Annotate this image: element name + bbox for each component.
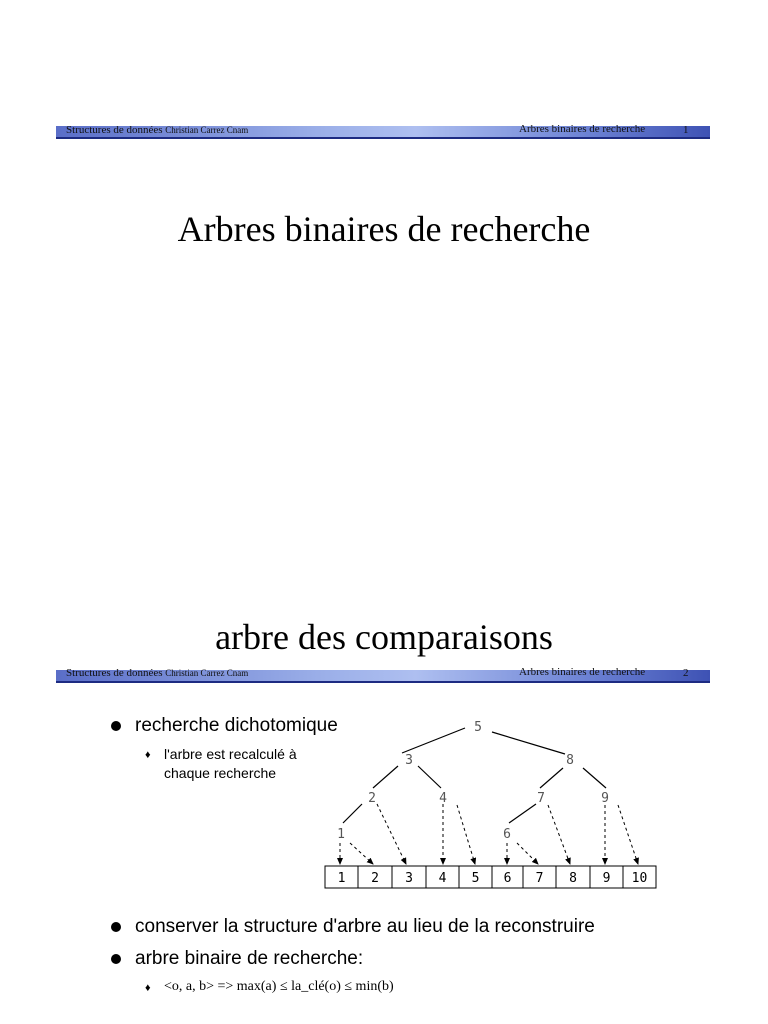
slide-title: arbre des comparaisons xyxy=(215,617,553,657)
array-cell-label: 3 xyxy=(405,871,413,886)
array-cell-label: 4 xyxy=(438,871,447,886)
tree-node-label: 9 xyxy=(601,791,609,806)
author-name: Christian Carrez Cnam xyxy=(165,668,249,678)
course-name: Structures de données xyxy=(66,667,163,679)
tree-dashed-arrows xyxy=(340,804,638,864)
bullet-dot xyxy=(111,954,121,964)
page-number: 2 xyxy=(683,667,689,679)
sub-bullet-line: chaque recherche xyxy=(164,765,277,781)
diamond-bullet-icon: ♦ xyxy=(145,982,151,994)
array-cell-label: 6 xyxy=(503,871,512,886)
course-name: Structures de données xyxy=(66,124,163,136)
tree-edges xyxy=(343,728,606,823)
tree-node-label: 2 xyxy=(368,791,376,806)
array-cell-label: 7 xyxy=(535,871,544,886)
array-cell-label: 8 xyxy=(569,871,577,886)
page-number: 1 xyxy=(683,124,689,136)
header-right-title: Arbres binaires de recherche xyxy=(519,123,646,135)
array-cell-label: 10 xyxy=(631,871,648,886)
tree-node-label: 6 xyxy=(503,827,511,842)
slide-title: Arbres binaires de recherche xyxy=(177,209,591,249)
array-cell-label: 5 xyxy=(471,871,480,886)
tree-node-label: 7 xyxy=(537,791,545,806)
diamond-bullet-icon: ♦ xyxy=(145,749,151,761)
tree-node-label: 4 xyxy=(439,791,447,806)
array-cell-label: 9 xyxy=(602,871,611,886)
tree-node-label: 5 xyxy=(474,720,482,735)
sub-bullet-text: <o, a, b> => max(a) ≤ la_clé(o) ≤ min(b) xyxy=(164,979,394,994)
array-cell-label: 2 xyxy=(371,871,379,886)
bullet-text: recherche dichotomique xyxy=(135,715,338,736)
tree-node-label: 1 xyxy=(337,827,345,842)
array-cell-label: 1 xyxy=(337,871,346,886)
bullet-text: conserver la structure d'arbre au lieu de la reconstruire xyxy=(135,916,595,937)
author-name: Christian Carrez Cnam xyxy=(165,125,249,135)
tree-node-label: 3 xyxy=(405,753,413,768)
bullet-text: arbre binaire de recherche: xyxy=(135,948,364,969)
tree-node-label: 8 xyxy=(566,753,574,768)
bullet-dot xyxy=(111,922,121,932)
sorted-array xyxy=(325,866,656,888)
sub-bullet-line: l'arbre est recalculé à xyxy=(164,746,297,762)
header-right-title: Arbres binaires de recherche xyxy=(519,666,646,678)
